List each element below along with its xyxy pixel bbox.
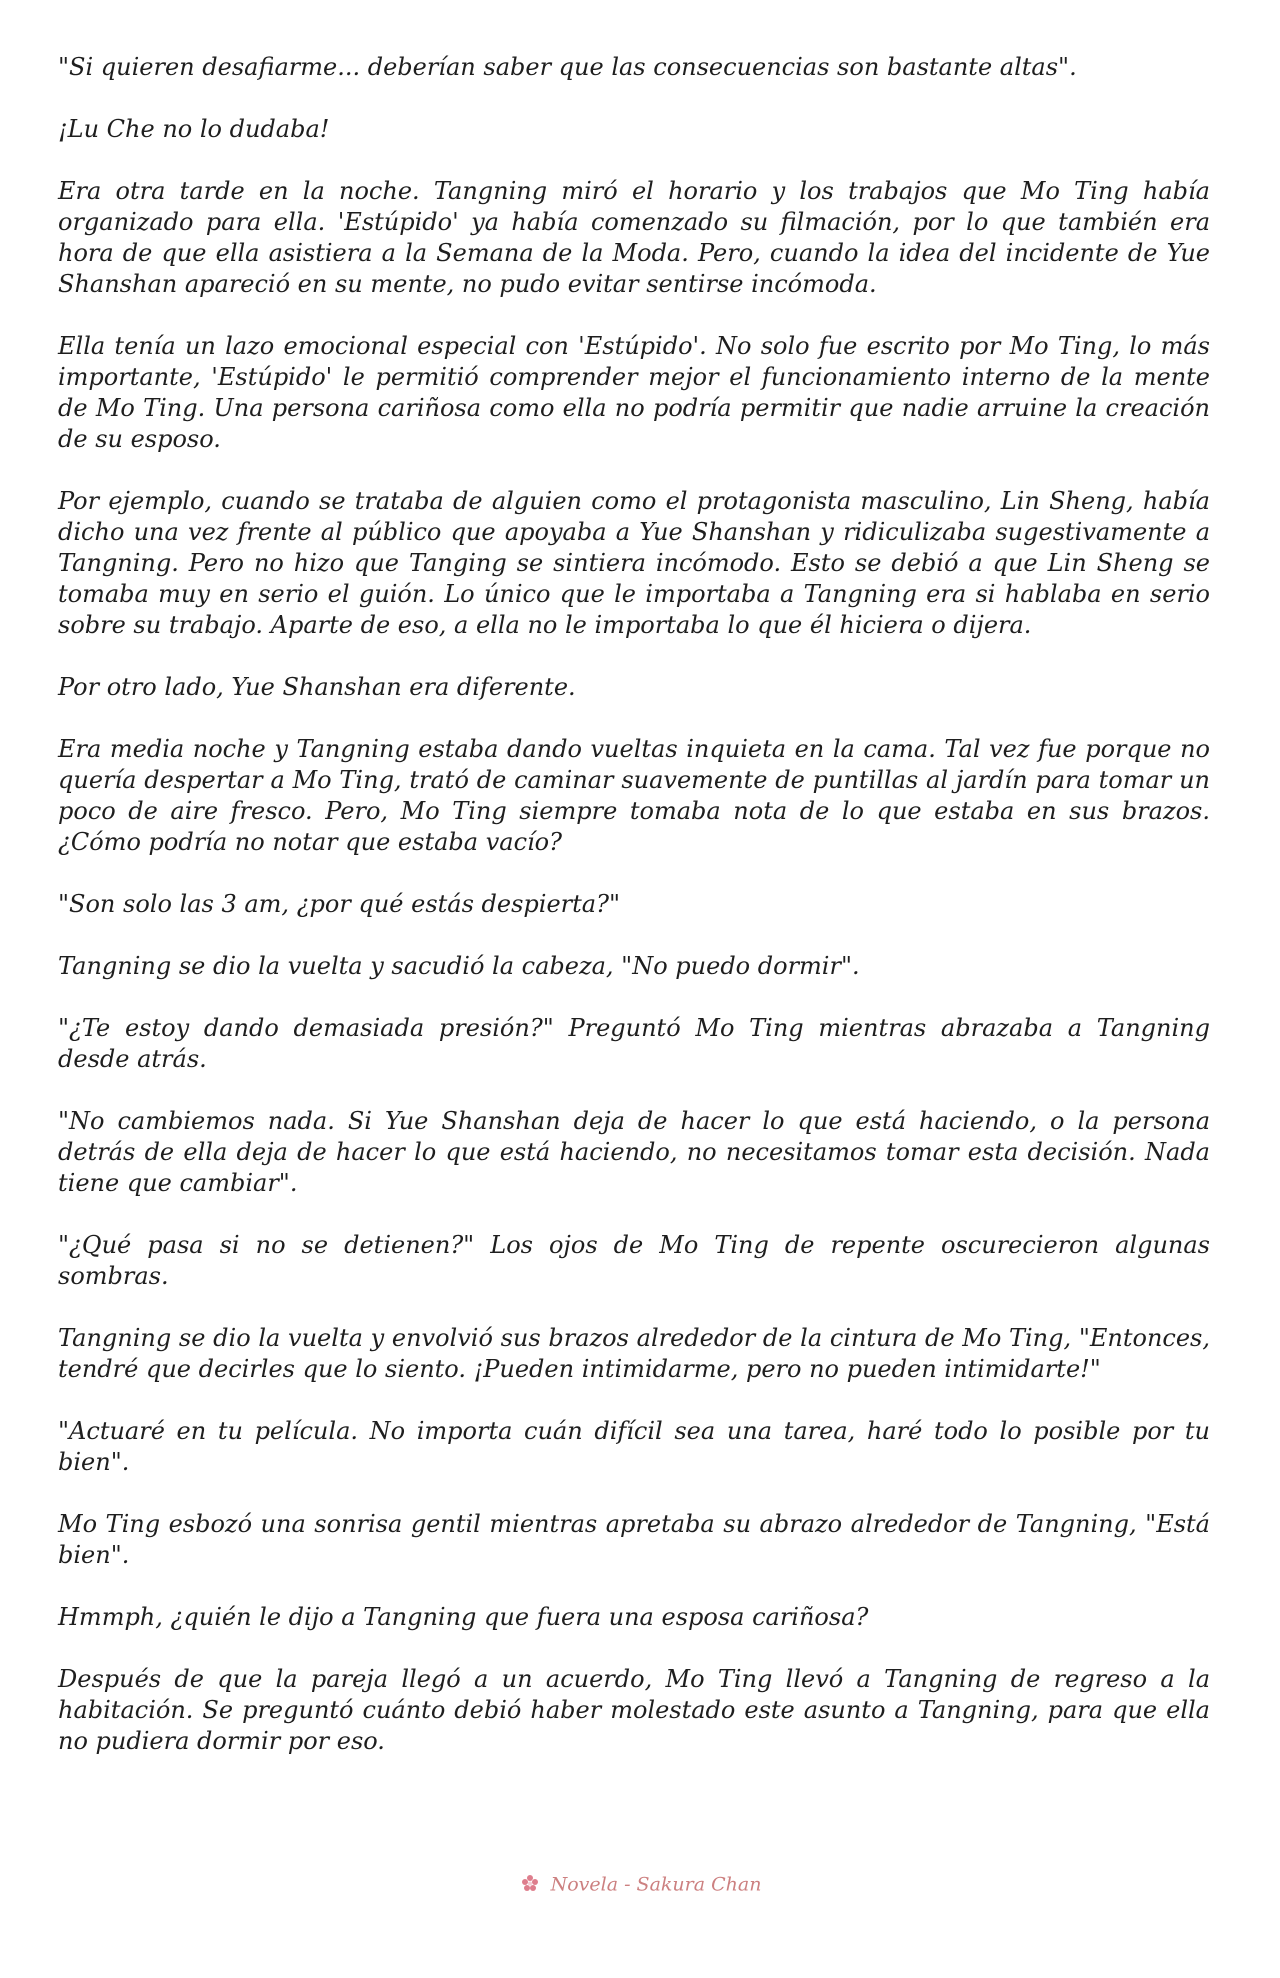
paragraph: "No cambiemos nada. Si Yue Shanshan deja de hacer lo que está haciendo, o la persona detrás de ella deja de hacer lo que está haciendo, no necesitamos tomar esta decisión. Nada tiene que cambiar". [58, 1107, 1210, 1197]
paragraph: Tangning se dio la vuelta y sacudió la cabeza, "No puedo dormir". [58, 952, 860, 980]
paragraph: ¡Lu Che no lo dudaba! [58, 115, 330, 143]
paragraph: Por ejemplo, cuando se trataba de alguien como el protagonista masculino, Lin Sheng, había dicho una vez frente al público que apoyaba a Yue Shanshan y ridiculizaba sugestivamente a Tangning. Pero no hizo que Tanging se sintiera incómodo. Esto se debió a que Lin Sheng se tomaba muy en serio el guión. Lo único que le importaba a Tangning era si hablaba en serio sobre su trabajo. Aparte de eso, a ella no le importaba lo que él hiciera o dijera. [58, 487, 1210, 639]
paragraph: "¿Te estoy dando demasiada presión?" Preguntó Mo Ting mientras abrazaba a Tangning desde atrás. [58, 1014, 1210, 1073]
sakura-flower-icon [519, 1873, 541, 1898]
document-body [58, 52, 1210, 1788]
paragraph: "Si quieren desafiarme... deberían saber que las consecuencias son bastante altas". [58, 53, 1077, 81]
paragraph: Después de que la pareja llegó a un acuerdo, Mo Ting llevó a Tangning de regreso a la habitación. Se preguntó cuánto debió haber molestado este asunto a Tangning, para que ella no pudiera dormir por eso. [58, 1665, 1210, 1755]
paragraph: "¿Qué pasa si no se detienen?" Los ojos de Mo Ting de repente oscurecieron algunas sombras. [58, 1231, 1210, 1290]
paragraph: "Actuaré en tu película. No importa cuán difícil sea una tarea, haré todo lo posible por tu bien". [58, 1417, 1210, 1476]
paragraph: "Son solo las 3 am, ¿por qué estás despierta?" [58, 890, 620, 918]
paragraph: Ella tenía un lazo emocional especial con 'Estúpido'. No solo fue escrito por Mo Ting, lo más importante, 'Estúpido' le permitió comprender mejor el funcionamiento interno de la mente de Mo Ting. Una persona cariñosa como ella no podría permitir que nadie arruine la creación de su esposo. [58, 332, 1210, 453]
paragraph: Era otra tarde en la noche. Tangning miró el horario y los trabajos que Mo Ting había organizado para ella. 'Estúpido' ya había comenzado su filmación, por lo que también era hora de que ella asistiera a la Semana de la Moda. Pero, cuando la idea del incidente de Yue Shanshan apareció en su mente, no pudo evitar sentirse incómoda. [58, 177, 1210, 298]
paragraph: Era media noche y Tangning estaba dando vueltas inquieta en la cama. Tal vez fue porque no quería despertar a Mo Ting, trató de caminar suavemente de puntillas al jardín para tomar un poco de aire fresco. Pero, Mo Ting siempre tomaba nota de lo que estaba en sus brazos. ¿Cómo podría no notar que estaba vacío? [58, 735, 1210, 856]
paragraph: Tangning se dio la vuelta y envolvió sus brazos alrededor de la cintura de Mo Ting, "Entonces, tendré que decirles que lo siento. ¡Pueden intimidarme, pero no pueden intimidarte!" [58, 1324, 1210, 1383]
watermark [0, 1873, 1280, 1898]
paragraph: Por otro lado, Yue Shanshan era diferente. [58, 673, 576, 701]
paragraph: Mo Ting esbozó una sonrisa gentil mientras apretaba su abrazo alrededor de Tangning, "Está bien". [58, 1510, 1210, 1569]
paragraph: Hmmph, ¿quién le dijo a Tangning que fuera una esposa cariñosa? [58, 1603, 869, 1631]
watermark-text: Novela - Sakura Chan [550, 1873, 762, 1896]
